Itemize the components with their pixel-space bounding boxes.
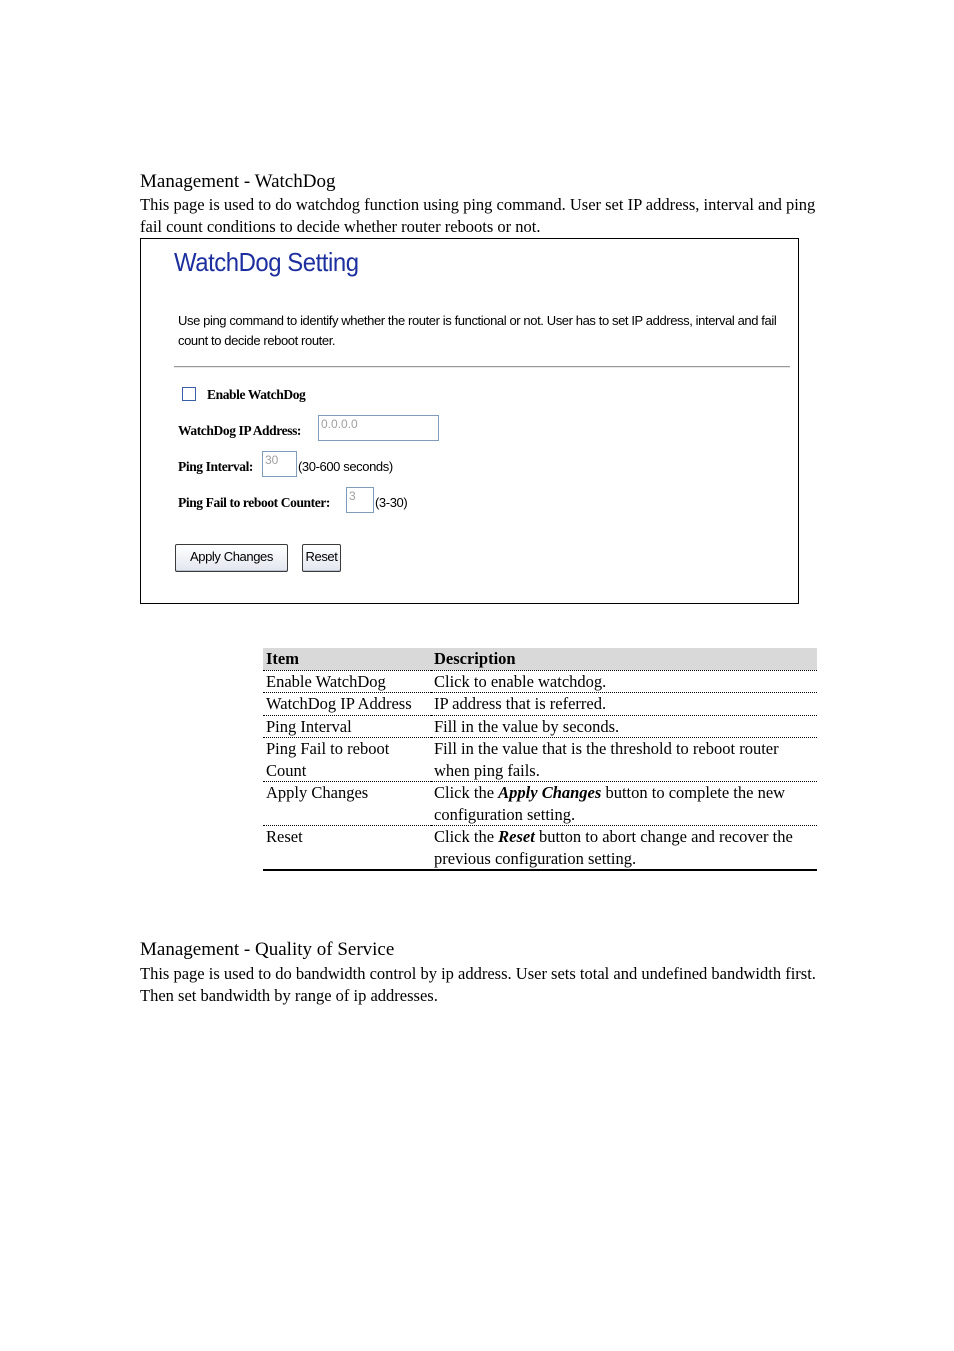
header-item: Item	[263, 648, 431, 670]
row-description: Click to enable watchdog.	[431, 670, 817, 693]
ping-interval-label: Ping Interval:	[178, 459, 254, 474]
section-heading-watchdog: Management - WatchDog	[140, 171, 336, 192]
table-header-row	[263, 648, 817, 670]
table-row	[263, 782, 817, 826]
watchdog-ip-label: WatchDog IP Address:	[178, 423, 302, 438]
watchdog-setting-description: Use ping command to identify whether the router is functional or not. User has to set IP address, interval and fail count to decide reboot router.	[178, 313, 777, 348]
row-description: Fill in the value by seconds.	[431, 715, 817, 738]
watchdog-screenshot	[140, 238, 799, 604]
watchdog-setting-title: WatchDog Setting	[174, 247, 359, 277]
table-row	[263, 715, 817, 738]
ping-interval-input[interactable]: 30	[262, 451, 297, 477]
row-item: Ping Fail to reboot Count	[263, 738, 431, 782]
header-description: Description	[431, 648, 817, 670]
table-row	[263, 738, 817, 782]
row-description: IP address that is referred.	[431, 693, 817, 716]
section-heading-qos: Management - Quality of Service	[140, 939, 395, 960]
row-item: WatchDog IP Address	[263, 693, 431, 716]
reset-button[interactable]: Reset	[302, 544, 341, 572]
row-item: Ping Interval	[263, 715, 431, 738]
enable-watchdog-label: Enable WatchDog	[207, 387, 306, 402]
apply-changes-button[interactable]: Apply Changes	[175, 544, 288, 572]
table-row	[263, 826, 817, 870]
item-description-table	[263, 648, 817, 870]
table-row	[263, 670, 817, 693]
row-description: Fill in the value that is the threshold to reboot router when ping fails.	[431, 738, 817, 782]
watchdog-ip-input[interactable]: 0.0.0.0	[318, 415, 439, 441]
row-description: Click the Apply Changes button to complete the new configuration setting.	[431, 782, 817, 826]
row-item: Reset	[263, 826, 431, 870]
enable-watchdog-checkbox[interactable]	[182, 387, 196, 401]
table-row	[263, 693, 817, 716]
section-intro-watchdog: This page is used to do watchdog function using ping command. User set IP address, interval and ping fail count conditions to decide whether router reboots or not.	[140, 195, 816, 236]
ping-fail-counter-hint: (3-30)	[375, 495, 408, 510]
row-item: Enable WatchDog	[263, 670, 431, 693]
section-intro-qos: This page is used to do bandwidth control by ip address. User sets total and undefined bandwidth first. Then set bandwidth by range of ip addresses.	[140, 964, 816, 1005]
ping-fail-counter-input[interactable]: 3	[346, 487, 374, 513]
ping-interval-hint: (30-600 seconds)	[298, 459, 393, 474]
row-description: Click the Reset button to abort change and recover the previous configuration setting.	[431, 826, 817, 870]
row-item: Apply Changes	[263, 782, 431, 826]
ping-fail-counter-label: Ping Fail to reboot Counter:	[178, 495, 331, 510]
divider	[174, 366, 790, 368]
